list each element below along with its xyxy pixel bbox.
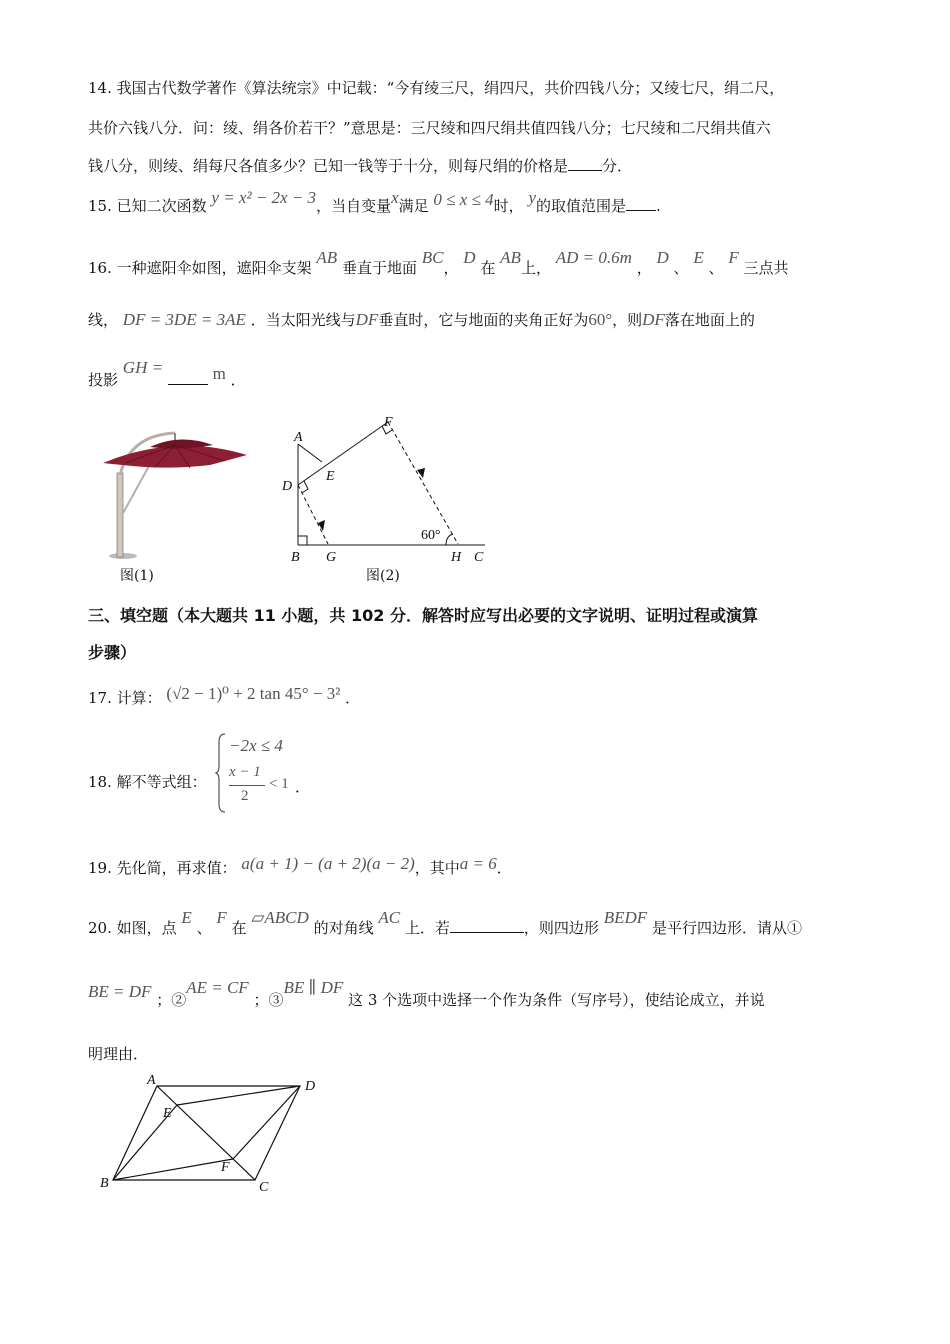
right-angle-b bbox=[298, 536, 307, 545]
ray-dg bbox=[298, 485, 328, 544]
q19-text: ． bbox=[496, 859, 512, 877]
q18-fraction-bar bbox=[229, 785, 265, 786]
q20-text: 、 bbox=[196, 919, 212, 937]
q16-number: 16. 一种遮阳伞如图，遮阳伞支架 bbox=[88, 259, 312, 277]
arrow-fh bbox=[417, 468, 425, 478]
q16-text: 在 bbox=[480, 259, 496, 277]
q20-text: ，则四边形 bbox=[523, 919, 599, 937]
q16-text: ，则 bbox=[612, 311, 643, 329]
q20-option1: BE = DF bbox=[88, 982, 152, 1001]
label-e: E bbox=[326, 469, 335, 484]
q16-f: F bbox=[728, 248, 739, 267]
segment-ae bbox=[298, 444, 322, 462]
q16-d2: D bbox=[656, 248, 669, 267]
q16-text: 垂直于地面 bbox=[341, 259, 417, 277]
figure2-caption: 图(2) bbox=[366, 568, 400, 584]
q16-text: 上， bbox=[520, 259, 551, 277]
q15-line bbox=[88, 188, 661, 216]
q20-text: 是平行四边形．请从① bbox=[651, 919, 802, 937]
q16-answer-blank[interactable] bbox=[168, 370, 208, 385]
q18-end: ． bbox=[295, 778, 311, 796]
right-angle-d bbox=[302, 481, 308, 493]
q15-number: 15. 已知二次函数 bbox=[88, 197, 207, 215]
q15-function: y = x² − 2x − 3 bbox=[211, 188, 317, 207]
label-a: A bbox=[294, 430, 303, 445]
q16-line1 bbox=[88, 248, 789, 278]
q18-rest: < 1 bbox=[269, 776, 289, 792]
q15-text: 满足 bbox=[398, 197, 429, 215]
q18-system bbox=[215, 732, 311, 814]
q19-condition: a = 6 bbox=[459, 854, 497, 873]
q16-line3 bbox=[88, 358, 246, 390]
q16-text: 线， bbox=[88, 311, 119, 329]
q20-text: 这 3 个选项中选择一个作为条件（写序号），使结论成立，并说 bbox=[348, 991, 765, 1009]
q16-df-equation: DF = 3DE = 3AE bbox=[122, 310, 246, 329]
q16-text: 、 bbox=[708, 259, 724, 277]
label-angle: 60° bbox=[421, 528, 441, 543]
q16-line2 bbox=[88, 310, 755, 330]
brace bbox=[215, 732, 227, 814]
q14-line1: 14. 我国古代数学著作《算法统宗》中记载：“今有绫三尺，绢四尺，共价四钱八分；又绫七尺，绢二尺， bbox=[88, 79, 785, 97]
q16-ad: AD = 0.6m bbox=[555, 248, 632, 267]
q16-text: 、 bbox=[673, 259, 689, 277]
q19-expression: a(a + 1) − (a + 2)(a − 2) bbox=[241, 854, 415, 873]
q19-number: 19. 先化简，再求值： bbox=[88, 859, 237, 877]
q14-line3 bbox=[88, 156, 632, 176]
label-a: A bbox=[147, 1073, 156, 1088]
q20-option3: BE ∥ DF bbox=[283, 978, 344, 997]
q15-text: . bbox=[656, 197, 661, 215]
q20-line2 bbox=[88, 978, 765, 1010]
label-d: D bbox=[305, 1079, 316, 1094]
q20-number: 20. 如图，点 bbox=[88, 919, 177, 937]
q16-ab2: AB bbox=[500, 248, 521, 267]
q19-text: ，其中 bbox=[414, 859, 460, 877]
q16-text: ， bbox=[443, 259, 459, 277]
q15-text: ，当自变量 bbox=[316, 197, 392, 215]
q20-line3: 明理由． bbox=[88, 1045, 149, 1063]
q15-text: 的取值范围是 bbox=[535, 197, 626, 215]
q16-d: D bbox=[463, 248, 476, 267]
q16-text: ．当太阳光线与 bbox=[250, 311, 356, 329]
q18-denominator: 2 bbox=[241, 788, 249, 804]
q15-var-y: y bbox=[528, 188, 536, 207]
q16-df: DF bbox=[355, 310, 379, 329]
q16-text: ， bbox=[636, 259, 652, 277]
q15-answer-blank[interactable] bbox=[626, 196, 656, 211]
q14-text: 钱八分，则绫、绢每尺各值多少？已知一钱等于十分，则每尺绢的价格是 bbox=[88, 157, 569, 175]
q20-text: ；② bbox=[156, 991, 187, 1009]
ray-fh bbox=[388, 422, 458, 544]
section-heading: 三、填空题（本大题共 11 小题，共 102 分．解答时应写出必要的文字说明、证明过程或演算 bbox=[88, 606, 758, 625]
segment-ed bbox=[177, 1086, 300, 1105]
segment-bf bbox=[113, 1159, 233, 1180]
q16-gh: GH = bbox=[122, 358, 164, 377]
angle-arc-h bbox=[446, 534, 453, 545]
q20-bedf: BEDF bbox=[603, 908, 648, 927]
q17-expression: (√2 − 1)⁰ + 2 tan 45° − 3² bbox=[166, 684, 341, 703]
label-f: F bbox=[221, 1160, 230, 1175]
q16-text: 垂直时，它与地面的夹角正好为 bbox=[378, 311, 589, 329]
parallelogram-diagram bbox=[95, 1068, 335, 1198]
q16-text: 投影 bbox=[88, 371, 119, 389]
q20-line1 bbox=[88, 908, 802, 938]
q18-numerator: x − 1 bbox=[229, 764, 261, 780]
label-c: C bbox=[259, 1180, 269, 1195]
q16-angle: 60° bbox=[588, 310, 613, 329]
q20-text: 在 bbox=[231, 919, 247, 937]
section-heading-cont: 步骤） bbox=[88, 643, 137, 662]
q16-e: E bbox=[693, 248, 704, 267]
q15-domain: 0 ≤ x ≤ 4 bbox=[433, 190, 494, 209]
q17-line bbox=[88, 684, 361, 708]
q16-bc: BC bbox=[421, 248, 444, 267]
q19-line bbox=[88, 854, 512, 878]
label-b: B bbox=[291, 550, 300, 565]
q16-unit: m bbox=[212, 364, 226, 383]
q18-number: 18. 解不等式组： bbox=[88, 773, 207, 791]
umbrella-canopy-lower bbox=[103, 446, 247, 468]
q20-ac: AC bbox=[378, 908, 401, 927]
q15-var-x: x bbox=[391, 188, 399, 207]
segment-fd bbox=[233, 1086, 300, 1159]
projection-diagram bbox=[278, 410, 498, 570]
q14-text-end: 分． bbox=[602, 157, 633, 175]
q20-f: F bbox=[216, 908, 227, 927]
q17-number: 17. 计算： bbox=[88, 689, 162, 707]
umbrella-figure bbox=[95, 425, 255, 565]
q16-ab: AB bbox=[316, 248, 338, 267]
q14-answer-blank[interactable] bbox=[568, 156, 602, 171]
q20-option2: AE = CF bbox=[186, 978, 249, 997]
label-g: G bbox=[326, 550, 337, 565]
label-d: D bbox=[282, 479, 293, 494]
label-c: C bbox=[474, 550, 484, 565]
q20-answer-blank[interactable] bbox=[450, 918, 524, 933]
label-f: F bbox=[384, 415, 393, 430]
q16-text: ． bbox=[230, 371, 246, 389]
q20-text: 上．若 bbox=[404, 919, 450, 937]
q18-inequality-1: −2x ≤ 4 bbox=[229, 736, 283, 755]
figure1-caption: 图(1) bbox=[120, 568, 154, 584]
q20-text: 的对角线 bbox=[313, 919, 374, 937]
q15-text: 时， bbox=[493, 197, 524, 215]
label-e: E bbox=[163, 1106, 172, 1121]
q20-text: ；③ bbox=[253, 991, 284, 1009]
q20-e: E bbox=[181, 908, 192, 927]
label-b: B bbox=[100, 1176, 109, 1191]
label-h: H bbox=[451, 550, 462, 565]
q16-text: 落在地面上的 bbox=[664, 311, 755, 329]
q14-line2: 共价六钱八分．问：绫、绢各价若干？”意思是：三尺绫和四尺绢共值四钱八分；七尺绫和二尺绢共值六 bbox=[88, 119, 771, 137]
q16-df2: DF bbox=[642, 310, 665, 329]
q20-parallelogram: ▱ABCD bbox=[251, 908, 309, 927]
q16-text: 三点共 bbox=[743, 259, 789, 277]
q17-text: ． bbox=[345, 689, 361, 707]
